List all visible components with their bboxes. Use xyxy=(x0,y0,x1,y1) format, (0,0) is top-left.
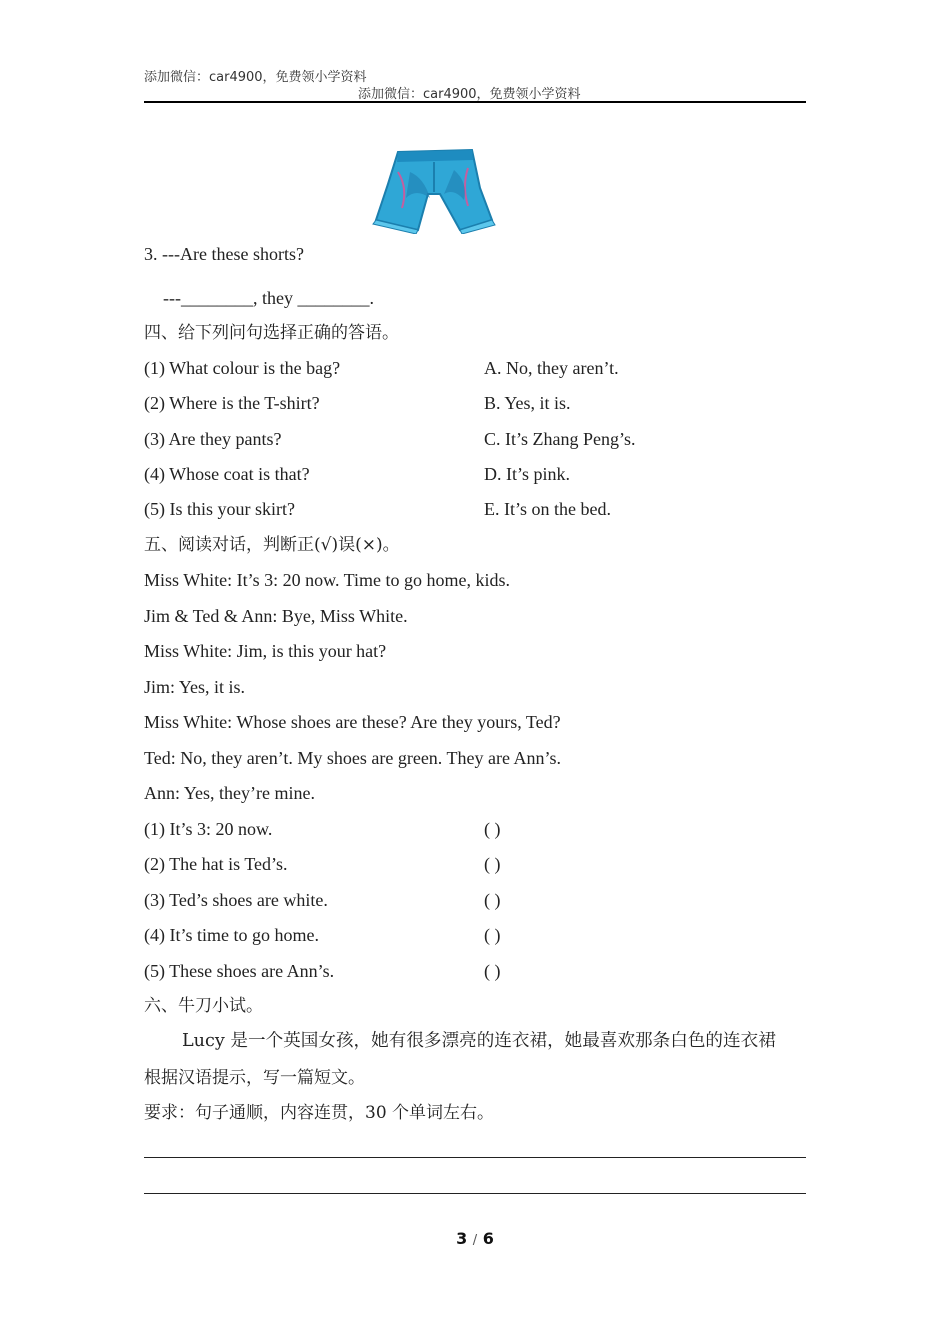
dialogue-line: Jim & Ted & Ann: Bye, Miss White. xyxy=(144,606,408,626)
judgement-statement: (4) It’s time to go home. xyxy=(144,925,319,945)
page-total: 6 xyxy=(482,1229,494,1248)
section-4-answer: A. No, they aren’t. xyxy=(484,358,619,378)
judgement-blank[interactable]: ( ) xyxy=(484,854,501,874)
writing-line[interactable] xyxy=(144,1193,806,1194)
question-3-answer-line: ---________, they ________. xyxy=(163,288,374,308)
judgement-statement: (2) The hat is Ted’s. xyxy=(144,854,288,874)
section-4-answer: B. Yes, it is. xyxy=(484,393,571,413)
judgement-statement: (1) It’s 3: 20 now. xyxy=(144,819,273,839)
header-watermark-2: 添加微信：car4900，免费领小学资料 xyxy=(358,87,581,102)
dialogue-line: Miss White: Jim, is this your hat? xyxy=(144,641,387,661)
judgement-statement: (5) These shoes are Ann’s. xyxy=(144,961,335,981)
section-5-title: 五、阅读对话，判断正(√)误(×)。 xyxy=(144,535,400,555)
page-current: 3 xyxy=(456,1229,468,1248)
section-4-answer: D. It’s pink. xyxy=(484,464,571,484)
judgement-blank[interactable]: ( ) xyxy=(484,890,501,910)
section-4-question: (4) Whose coat is that? xyxy=(144,464,310,484)
page-separator: / xyxy=(472,1233,478,1248)
section-4-title: 四、给下列问句选择正确的答语。 xyxy=(144,323,399,343)
page-number xyxy=(0,1229,950,1248)
section-4-question: (5) Is this your skirt? xyxy=(144,499,295,519)
judgement-blank[interactable]: ( ) xyxy=(484,819,501,839)
section-4-question: (3) Are they pants? xyxy=(144,429,282,449)
section-6-prompt: Lucy 是一个英国女孩，她有很多漂亮的连衣裙，她最喜欢那条白色的连衣裙 xyxy=(182,1031,776,1051)
dialogue-line: Ted: No, they aren’t. My shoes are green. They are Ann’s. xyxy=(144,748,561,768)
section-4-answer: C. It’s Zhang Peng’s. xyxy=(484,429,636,449)
shorts-illustration xyxy=(368,148,498,234)
dialogue-line: Miss White: Whose shoes are these? Are they yours, Ted? xyxy=(144,712,561,732)
dialogue-line: Miss White: It’s 3: 20 now. Time to go home, kids. xyxy=(144,570,511,590)
section-6-instruction: 根据汉语提示，写一篇短文。 xyxy=(144,1068,365,1088)
question-3-prompt: 3. ---Are these shorts? xyxy=(144,244,304,264)
section-4-question: (1) What colour is the bag? xyxy=(144,358,341,378)
section-6-title: 六、牛刀小试。 xyxy=(144,996,263,1016)
judgement-blank[interactable]: ( ) xyxy=(484,925,501,945)
judgement-statement: (3) Ted’s shoes are white. xyxy=(144,890,328,910)
dialogue-line: Ann: Yes, they’re mine. xyxy=(144,783,315,803)
header-rule xyxy=(144,101,806,103)
section-6-requirement: 要求：句子通顺，内容连贯，30 个单词左右。 xyxy=(144,1103,495,1123)
section-4-question: (2) Where is the T-shirt? xyxy=(144,393,320,413)
dialogue-line: Jim: Yes, it is. xyxy=(144,677,246,697)
section-4-answer: E. It’s on the bed. xyxy=(484,499,611,519)
header-watermark-1: 添加微信：car4900，免费领小学资料 xyxy=(144,70,367,85)
judgement-blank[interactable]: ( ) xyxy=(484,961,501,981)
writing-line[interactable] xyxy=(144,1157,806,1158)
